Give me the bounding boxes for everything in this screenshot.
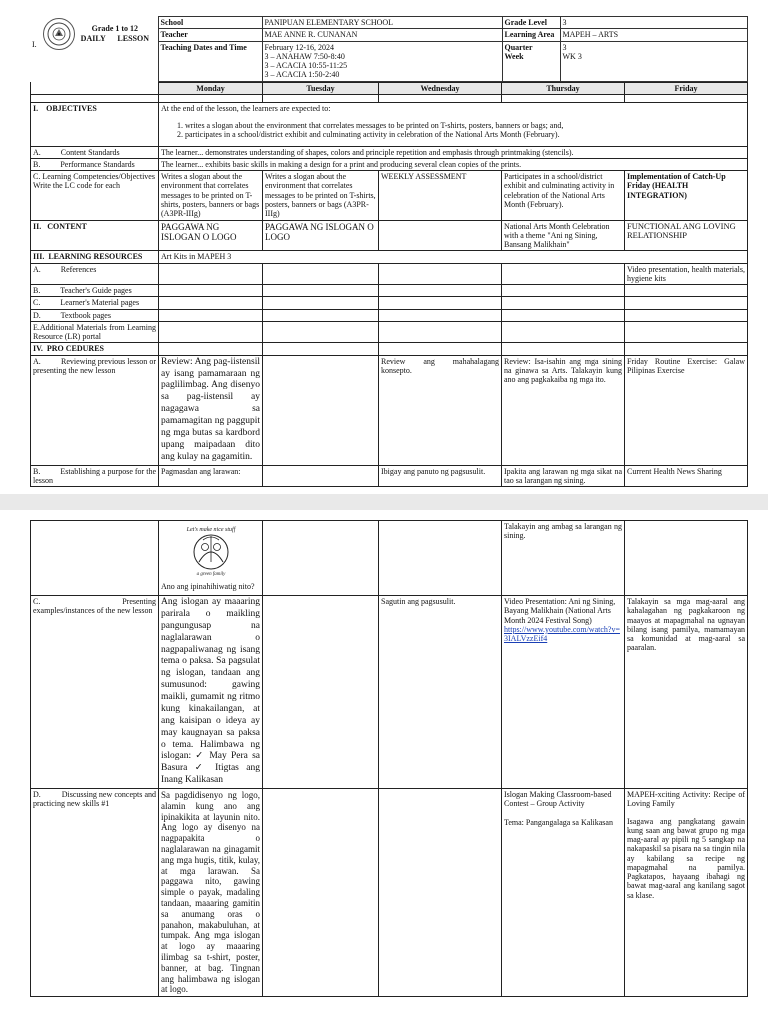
teaching-dates-value: February 12-16, 2024 3 – ANAHAW 7:50-8:40 3 – ACACIA 10:55-11:25 3 – ACACIA 1:50-2:40 [262, 41, 502, 81]
examples-thursday-cell [502, 596, 625, 789]
review-label: A. Reviewing previous lesson or presenting the new lesson [31, 355, 159, 465]
content-friday: FUNCTIONAL ANG LOVING RELATIONSHIP [625, 220, 748, 251]
discussing-friday-title: MAPEH-xciting Activity: Recipe of Loving Family [627, 790, 745, 809]
content-tuesday: PAGGAWA NG ISLOGAN O LOGO [263, 220, 379, 251]
objectives-heading: I. OBJECTIVES [31, 102, 159, 146]
grade-title: Grade 1 to 12 [91, 24, 139, 34]
grade-level-label: Grade Level [502, 17, 560, 29]
content-standards-value: The learner... demonstrates understanding of shapes, colors and principle repetition and emphasis through printmaking (stencils). [159, 146, 748, 158]
review-monday: Review: Ang pag-iistensil ay isang pamamaraan ng paglilimbag. Ang disenyo sa pag-iistensil ay nagagawa sa pamamagitan ng paggupit ng mga butas sa kardbord upang maipadaan dito ang kulay na gagamitin. [159, 355, 263, 465]
teacher-label: Teacher [158, 29, 262, 41]
lesson-table [30, 82, 748, 488]
review-thursday: Review: Isa-isahin ang mga sining na ginawa sa Arts. Talakayin kung ano ang pagkakaiba ng mga ito. [502, 355, 625, 465]
discussing-monday: Sa pagdidisenyo ng logo, alamin kung ano ang ipinakikita at layunin nito. Ang logo ay disenyo na nagpapakita o naglalarawan na ginagamit ang mga hugis, titik, kulay, at mga larawan. Sa paggawa nito, gawing simple o payak, madaling tandaan, maaaring gamitin sa anumang oras o panahon, makabuluhan, at tumpak. Ang mga islogan at logo ay maaaring ilimbag sa t-shirt, poster, banner, at bag. Tingnan ang halimbawa ng islogan at logo. [159, 789, 263, 997]
school-label: School [158, 17, 262, 29]
discussing-label: D. Discussing new concepts and practicing new skills #1 [31, 789, 159, 997]
learners-material-label: C. Learner's Material pages [31, 297, 159, 309]
slogan-logo-image [163, 522, 259, 578]
lesson-plan-page-1 [30, 16, 747, 487]
objectives-body [159, 102, 748, 146]
review-wednesday: Review ang mahahalagang konsepto. [379, 355, 502, 465]
objective-item: 1. writes a slogan about the environment that correlates messages to be printed on T-shirts, posters, banners or bags; and, [185, 121, 745, 130]
learning-area-value: MAPEH – ARTS [560, 29, 747, 41]
purpose-monday: Pagmasdan ang larawan: [159, 465, 263, 487]
purpose-question: Ano ang ipinahihiwatig nito? [161, 582, 255, 591]
logo-bottom-text: a green family [196, 572, 225, 577]
discussing-friday-body: Isagawa ang pangkatang gawain kung saan ang bawat grupo ng mga mag-aaral ay pipili ng 5 sangkap na nakapaskil sa pisara na sa tingin nila ay kabilang sa recipe ng mapagmahal na pamilya. Pagkatapos, hayaang ibahagi ng bawat mag-aaral ang kanilang sagot sa klase. [627, 816, 745, 900]
examples-wednesday: Sagutin ang pagsusulit. [379, 596, 502, 789]
header-logo-cell [30, 17, 158, 82]
competency-wednesday: WEEKLY ASSESSMENT [379, 171, 502, 220]
competency-thursday: Participates in a school/district exhibit and culminating activity in celebration of the National Arts Month (February). [502, 171, 625, 220]
lesson-plan-page-2 [30, 520, 747, 997]
resources-value: Art Kits in MAPEH 3 [159, 251, 748, 263]
examples-thursday: Video Presentation: Ani ng Sining, Bayang Malikhain (National Arts Month 2024 Festival Song) [504, 597, 616, 625]
day-tuesday: Tuesday [263, 82, 379, 94]
week-label: Week [504, 51, 524, 61]
day-thursday: Thursday [502, 82, 625, 94]
references-friday: Video presentation, health materials, hygiene kits [625, 263, 748, 285]
content-monday: PAGGAWA NG ISLOGAN O LOGO [159, 220, 263, 251]
roman-one: I. [32, 40, 37, 50]
grade-level-value: 3 [560, 17, 747, 29]
purpose-thursday-continued: Talakayin ang ambag sa larangan ng sining. [502, 521, 625, 596]
deped-seal-icon [43, 18, 75, 50]
purpose-label: B. Establishing a purpose for the lesson [31, 465, 159, 487]
page-divider [0, 494, 768, 510]
quarter-label: Quarter [504, 42, 533, 52]
teaching-dates-label: Teaching Dates and Time [158, 41, 262, 81]
performance-standards-value: The learner... exhibits basic skills in making a design for a print and producing several clean copies of the prints. [159, 158, 748, 170]
youtube-link[interactable]: https://www.youtube.com/watch?v=3IALVzzEif4 [504, 624, 620, 644]
school-value: PANIPUAN ELEMENTARY SCHOOL [262, 17, 502, 29]
content-thursday: National Arts Month Celebration with a theme "Ani ng Sining, Bansang Malikhain" [502, 220, 625, 251]
discussing-friday-cell [625, 789, 748, 997]
procedures-heading: IV. PRO CEDURES [31, 343, 159, 355]
teachers-guide-label: B. Teacher's Guide pages [31, 285, 159, 297]
day-wednesday: Wednesday [379, 82, 502, 94]
day-monday: Monday [159, 82, 263, 94]
objective-item: 2. participates in a school/district exhibit and culminating activity in celebration of the National Arts Month (February). [185, 130, 745, 139]
resources-heading: III. LEARNING RESOURCES [31, 251, 159, 263]
purpose-thursday: Ipakita ang larawan ng mga sikat na tao sa larangan ng sining. [502, 465, 625, 487]
objectives-intro: At the end of the lesson, the learners are expected to: [161, 103, 331, 113]
competency-monday: Writes a slogan about the environment that correlates messages to be printed on T-shirts, posters, banners or bags (A3PR-IIIg) [159, 171, 263, 220]
week-value: WK 3 [562, 51, 582, 61]
logo-top-text: Let's make nice stuff [186, 527, 235, 533]
day-friday: Friday [625, 82, 748, 94]
quarter-value: 3 [562, 42, 567, 52]
examples-monday: Ang islogan ay maaaring parirala o maikling pangungusap na naglalarawan o nagpapaliwanag ng isang tema o paksa. Sa pagsulat ng islogan, tandaan ang sumusunod: gawing maikli, gumamit ng ritmo kung kinakailangan, at ang kaisipan o ideya ay may kaugnayan sa paksa o tema. Halimbawa ng islogan: ✓ May Pera sa Basura ✓ Itigtas ang Inang Kalikasan [159, 596, 263, 789]
examples-label: C. Presenting examples/instances of the new lesson [31, 596, 159, 789]
additional-materials-label: E.Additional Materials from Learning Resource (LR) portal [31, 321, 159, 343]
examples-friday: Talakayin sa mga mag-aaral ang kahalagahan ng pagkakaroon ng maayos at mapagmahal na ugnayan bilang isang pamilya, mamamayan sa komunidad at mag-aaral sa paaralan. [625, 596, 748, 789]
dll-title: DAILY LESSON [80, 33, 149, 43]
content-standards-label: A. Content Standards [31, 146, 159, 158]
header-table [30, 16, 748, 82]
discussing-thursday: Islogan Making Classroom-based Contest – Group Activity Tema: Pangangalaga sa Kalikasan [502, 789, 625, 997]
review-friday: Friday Routine Exercise: Galaw Pilipinas Exercise [625, 355, 748, 465]
purpose-wednesday: Ibigay ang panuto ng pagsusulit. [379, 465, 502, 487]
competency-tuesday: Writes a slogan about the environment that correlates messages to be printed on T-shirts, posters, banners or bags (A3PR-IIIg) [263, 171, 379, 220]
content-heading: II. CONTENT [31, 220, 159, 251]
lesson-table-continued [30, 520, 748, 997]
purpose-monday-image-cell [159, 521, 263, 596]
competencies-label: C. Learning Competencies/Objectives Write the LC code for each [31, 171, 159, 220]
competency-friday: Implementation of Catch-Up Friday (HEALTH INTEGRATION) [625, 171, 748, 220]
learning-area-label: Learning Area [502, 29, 560, 41]
textbook-label: D. Textbook pages [31, 309, 159, 321]
performance-standards-label: B. Performance Standards [31, 158, 159, 170]
references-label: A. References [31, 263, 159, 285]
purpose-friday: Current Health News Sharing [625, 465, 748, 487]
teacher-value: MAE ANNE R. CUNANAN [262, 29, 502, 41]
